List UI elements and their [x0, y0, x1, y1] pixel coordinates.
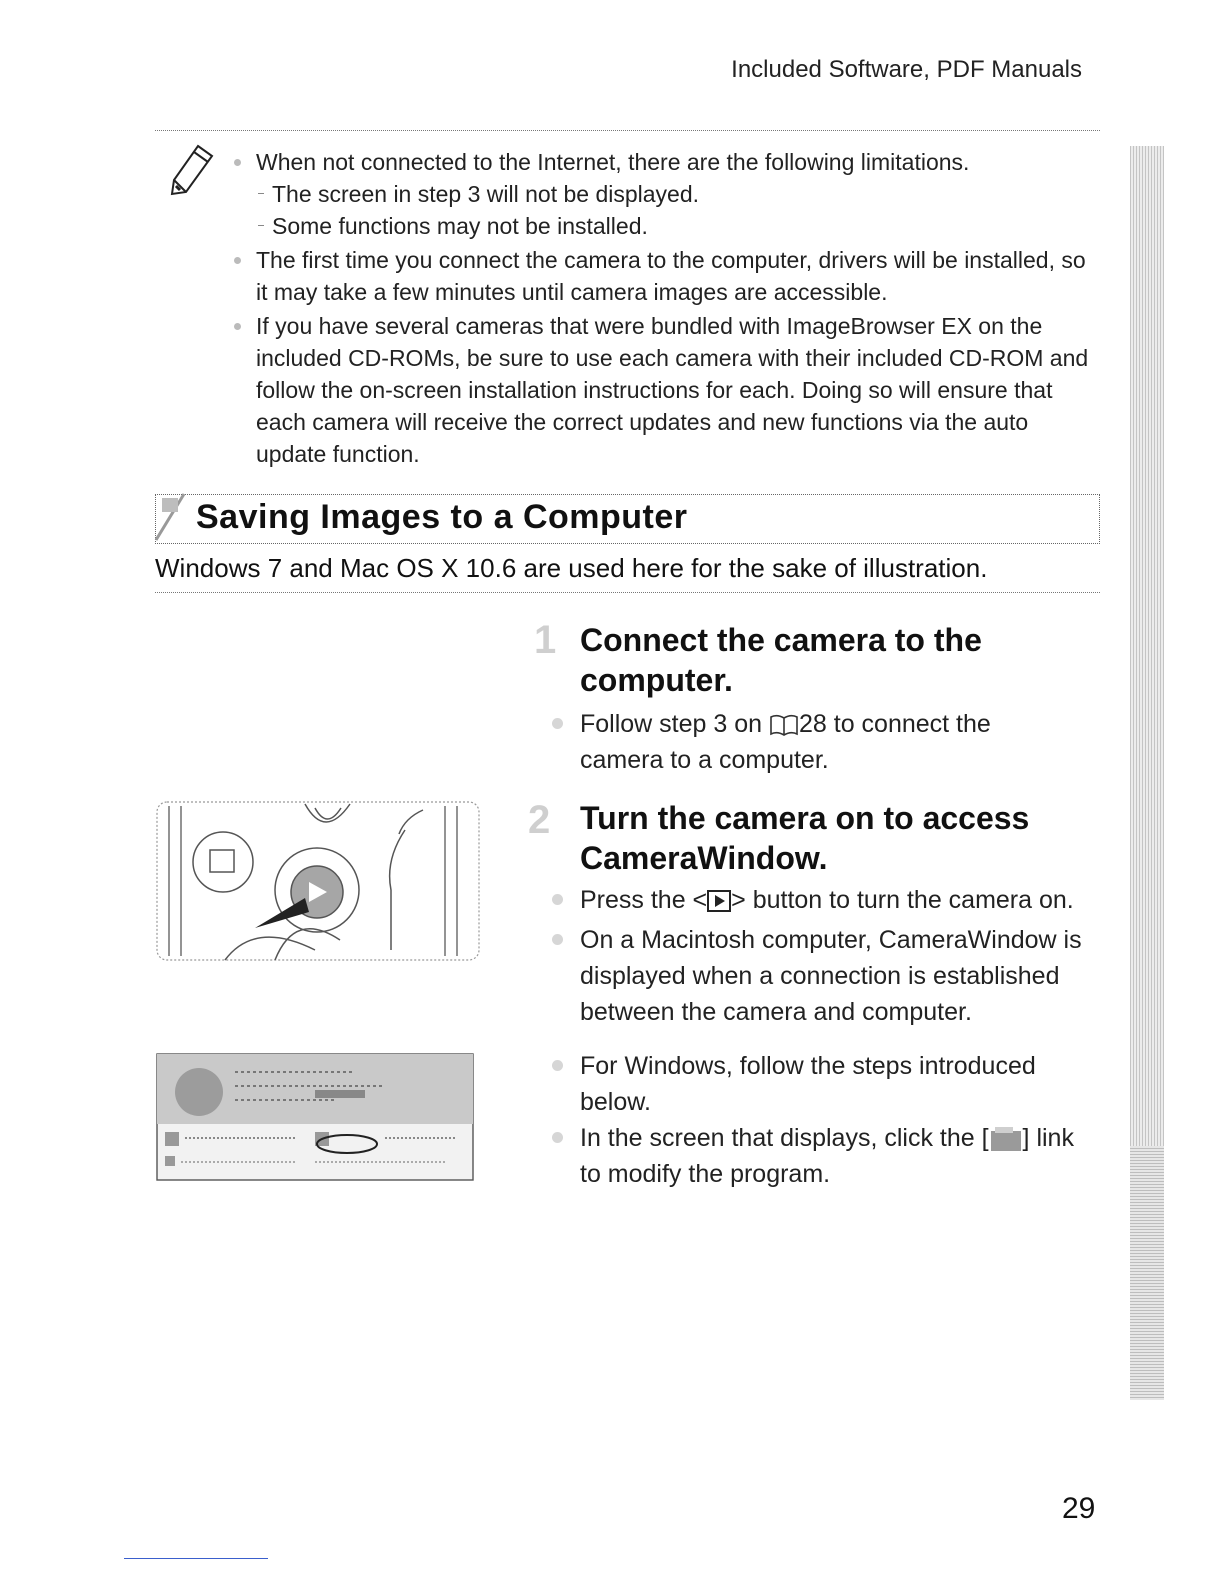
bullet-text: For Windows, follow the steps introduced below. — [580, 1052, 1036, 1116]
note-subtext: Some functions may not be installed. — [272, 213, 648, 239]
step-body — [580, 1048, 1100, 1192]
bullet-icon — [552, 1060, 563, 1071]
note-item — [232, 310, 1102, 470]
note-subtext: The screen in step 3 will not be displayed. — [272, 181, 700, 207]
bullet-icon — [234, 159, 241, 166]
book-icon — [769, 713, 799, 737]
section-title: Saving Images to a Computer — [196, 498, 688, 536]
screen-illustration — [155, 1052, 475, 1182]
step-number: 1 — [534, 618, 557, 662]
bullet-icon — [552, 718, 563, 729]
bullet-text: On a Macintosh computer, CameraWindow is displayed when a connection is established between the camera and computer. — [580, 926, 1082, 1026]
note-text: If you have several cameras that were bundled with ImageBrowser EX on the included CD-ROMs, be sure to use each camera with their included CD-ROM and follow the on-screen installation instructions for each. Doing so will ensure that each camera will receive the correct updates and new functions via the auto update function. — [256, 313, 1089, 467]
bullet-text: > button to turn the camera on. — [731, 886, 1074, 914]
step-body — [580, 706, 1080, 778]
camera-illustration — [155, 800, 481, 962]
note-subitem — [232, 178, 1102, 210]
dash-icon — [258, 193, 264, 194]
dash-icon — [258, 225, 264, 226]
section-marker-icon — [150, 490, 190, 546]
step-title: Turn the camera on to access CameraWindow. — [580, 800, 1030, 876]
note-subitem — [232, 210, 1102, 242]
step-bullet — [580, 1120, 1100, 1192]
step-number: 2 — [528, 798, 551, 842]
side-tab-strip — [1130, 146, 1164, 1400]
section-intro: Windows 7 and Mac OS X 10.6 are used here for the sake of illustration. — [155, 553, 988, 583]
bullet-icon — [552, 934, 563, 945]
bullet-icon — [234, 257, 241, 264]
footer-rule — [124, 1558, 268, 1559]
page-ref[interactable]: 28 — [799, 710, 827, 738]
note-list — [232, 146, 1102, 470]
link-thumbnail-icon — [989, 1125, 1023, 1153]
bullet-icon — [234, 323, 241, 330]
step-bullet — [580, 706, 1080, 778]
note-text: The first time you connect the camera to the computer, drivers will be installed, so it may take a few minutes until camera images are accessible. — [256, 247, 1086, 305]
step-bullet — [580, 1048, 1100, 1120]
bullet-text: ] link to modify the program. — [580, 1124, 1074, 1188]
note-text: When not connected to the Internet, there are the following limitations. — [256, 149, 970, 175]
step-body — [580, 882, 1100, 1030]
bullet-text: Press the < — [580, 886, 708, 914]
step-bullet — [580, 882, 1100, 918]
note-item — [232, 146, 1102, 178]
playback-icon — [707, 890, 731, 912]
note-item — [232, 244, 1102, 308]
note-top-rule — [155, 130, 1100, 131]
step-title: Connect the camera to the computer. — [580, 622, 982, 698]
intro-rule — [155, 592, 1100, 593]
step-bullet — [580, 922, 1100, 1030]
pencil-icon — [168, 142, 216, 198]
page-number: 29 — [1062, 1492, 1096, 1525]
bullet-text: Follow step 3 on — [580, 710, 769, 738]
bullet-text: to connect the camera to a computer. — [580, 710, 991, 774]
bullet-icon — [552, 894, 563, 905]
bullet-text: In the screen that displays, click the [ — [580, 1124, 989, 1152]
bullet-icon — [552, 1132, 563, 1143]
header-title: Included Software, PDF Manuals — [731, 56, 1082, 83]
